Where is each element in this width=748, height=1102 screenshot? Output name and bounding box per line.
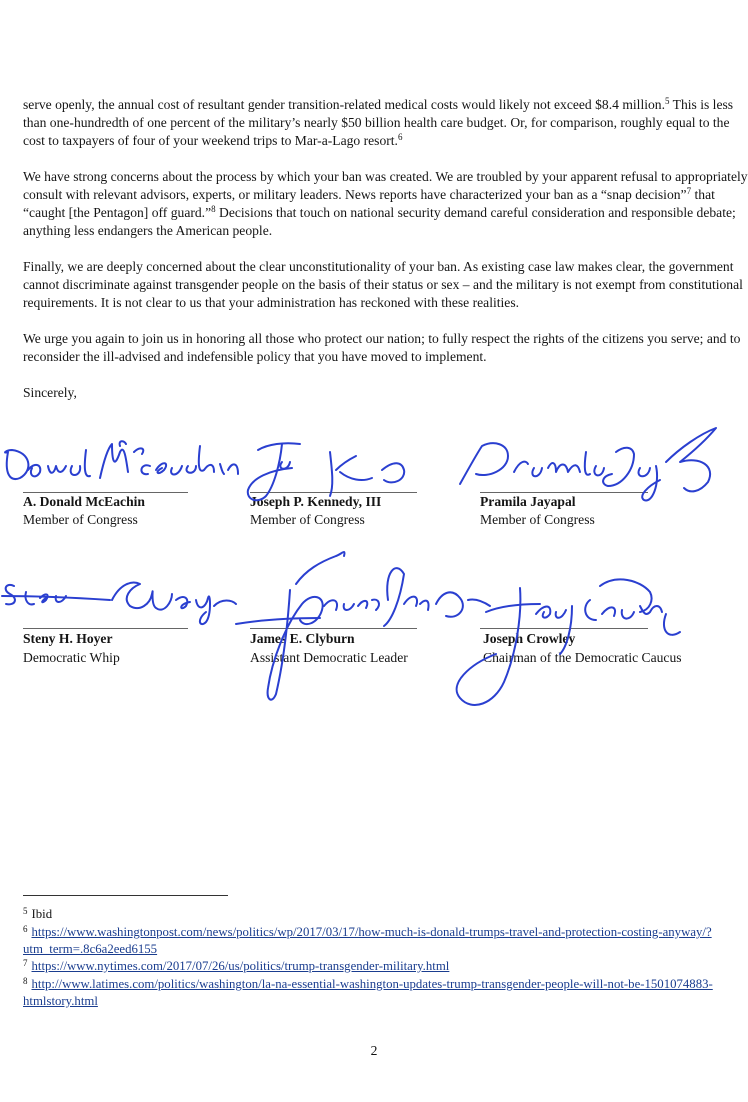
signature-hoyer <box>2 583 236 625</box>
footnote-7: $^7$ https://www.nytimes.com/2017/07/26/us/politics/trump-transgender-military.html <box>23 958 450 973</box>
closing: Sincerely, <box>23 385 77 400</box>
footnote-separator <box>23 895 228 896</box>
footnote-ref-6: 6 <box>397 132 403 142</box>
footnote-5: $^5$ Ibid <box>23 906 53 921</box>
signatory-name: James E. Clyburn <box>250 631 355 646</box>
signatory-name: A. Donald McEachin <box>23 494 145 509</box>
paragraph-urge: We urge you again to join us in honoring all those who protect our nation; to fully respect the rights of the citizens you serve; and to reconsider the ill-advised and indefensible policy that you have moved to implement. <box>23 331 741 364</box>
footnote-6: $^6$ https://www.washingtonpost.com/news/politics/wp/2017/03/17/how-much-is-donald-trumps-travel-and-protection-costing-anyway/?utm_term=.8c6a2eed6155 <box>23 924 712 956</box>
paragraph-cost: serve openly, the annual cost of resultant gender transition-related medical costs would likely not exceed $8.4 million.$^5$ This is less than one-hundredth of one percent of the military’s nearly $50 billion health care budget. Or, for comparison, roughly equal to the cost to taxpayers of four of your weekend trips to Mar-a-Lago resort.$^6$ <box>23 96 734 148</box>
signature-line <box>250 492 417 493</box>
signature-line <box>23 628 188 629</box>
signature-clyburn <box>236 552 490 700</box>
signature-line <box>23 492 188 493</box>
footnote-8-link[interactable]: http://www.latimes.com/politics/washington/la-na-essential-washington-updates-trump-transgender-people-will-not-be-1501074883-htmlstory.html <box>23 977 713 1008</box>
footnote-ref-5: 5 <box>665 96 670 106</box>
paragraph-constitution: Finally, we are deeply concerned about the clear unconstitutionality of your ban. As existing case law makes clear, the government cannot discriminate against transgender people on the basis of their status or sex – and the military is not exempt from constitutional requirements. It is not clear to us that your administration has reckoned with these realities. <box>23 259 743 310</box>
signatory-title: Chairman of the Democratic Caucus <box>483 650 682 665</box>
signatory-name: Joseph Crowley <box>483 631 576 646</box>
footnote-ref-8: 8 <box>211 204 216 214</box>
signatory-title: Assistant Democratic Leader <box>250 650 408 665</box>
signatory-name: Joseph P. Kennedy, III <box>250 494 382 509</box>
page-number: 2 <box>370 1043 378 1058</box>
footnote-ref-7: 7 <box>686 186 692 196</box>
signature-line <box>480 628 648 629</box>
footnote-6-link[interactable]: https://www.washingtonpost.com/news/politics/wp/2017/03/17/how-much-is-donald-trumps-travel-and-protection-costing-anyway/?utm_term=.8c6a2eed6155 <box>23 925 712 956</box>
signatory-title: Member of Congress <box>480 512 595 527</box>
footnote-7-link[interactable]: https://www.nytimes.com/2017/07/26/us/politics/trump-transgender-military.html <box>31 959 450 973</box>
signature-line <box>250 628 417 629</box>
signature-jayapal <box>460 428 716 501</box>
signatory-name: Steny H. Hoyer <box>23 631 113 646</box>
signatory-title: Democratic Whip <box>23 650 120 665</box>
paragraph-process: We have strong concerns about the process by which your ban was created. We are troubled by your apparent refusal to appropriately consult with relevant advisors, experts, or military leaders. News reports have characterized your ban as a “snap decision”$^7$ that “caught [the Pentagon] off guard.”$^8$ Decisions that touch on national security demand careful consideration and responsible debate; anything less endangers the American people. <box>23 169 748 238</box>
signatory-name: Pramila Jayapal <box>480 494 576 509</box>
signatory-title: Member of Congress <box>250 512 365 527</box>
signatory-title: Member of Congress <box>23 512 138 527</box>
signature-mceachin <box>5 441 238 479</box>
signature-line <box>480 492 648 493</box>
footnote-8: $^8$ http://www.latimes.com/politics/washington/la-na-essential-washington-updates-trump-transgender-people-will-not-be-1501074883-htmlstory.html <box>23 976 713 1008</box>
